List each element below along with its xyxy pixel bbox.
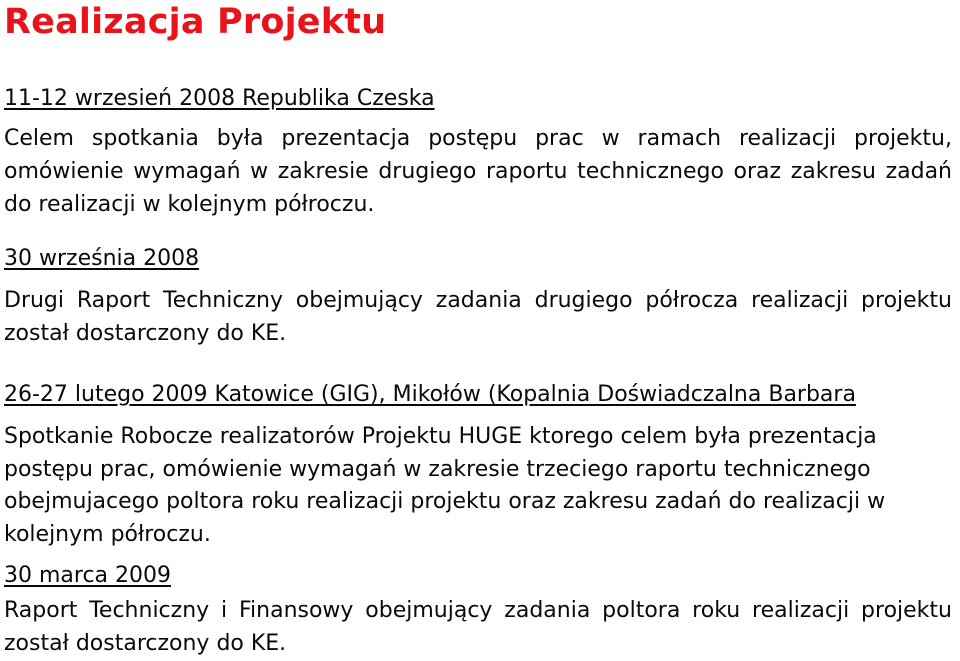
entry-date: 26-27 lutego 2009 Katowice (GIG), Mikołów (Kopalnia Doświadczalna Barbara bbox=[4, 382, 856, 407]
entry-text: Celem spotkania była prezentacja postępu prac w ramach realizacji projektu, omówienie wymagań w zakresie drugiego raportu technicznego oraz zakresu zadań do realizacji w kolejnym półroczu. bbox=[4, 126, 952, 217]
entry-text: Drugi Raport Techniczny obejmujący zadania drugiego półrocza realizacji projektu został dostarczony do KE. bbox=[4, 288, 952, 346]
entry-text: Spotkanie Robocze realizatorów Projektu HUGE ktorego celem była prezentacja postępu prac, omówienie wymagań w zakresie trzeciego raportu technicznego obejmujacego poltora roku realizacji projektu oraz zakresu zadań do realizacji w kolejnym półroczu. bbox=[4, 424, 886, 547]
entry-date: 30 marca 2009 bbox=[4, 563, 172, 588]
entry-date: 30 września 2008 bbox=[4, 246, 200, 271]
entry-date: 11-12 wrzesień 2008 Republika Czeska bbox=[4, 86, 435, 111]
entry-text: Raport Techniczny i Finansowy obejmujący zadania poltora roku realizacji projektu został dostarczony do KE. bbox=[4, 598, 952, 656]
page-title: Realizacja Projektu bbox=[4, 2, 387, 42]
